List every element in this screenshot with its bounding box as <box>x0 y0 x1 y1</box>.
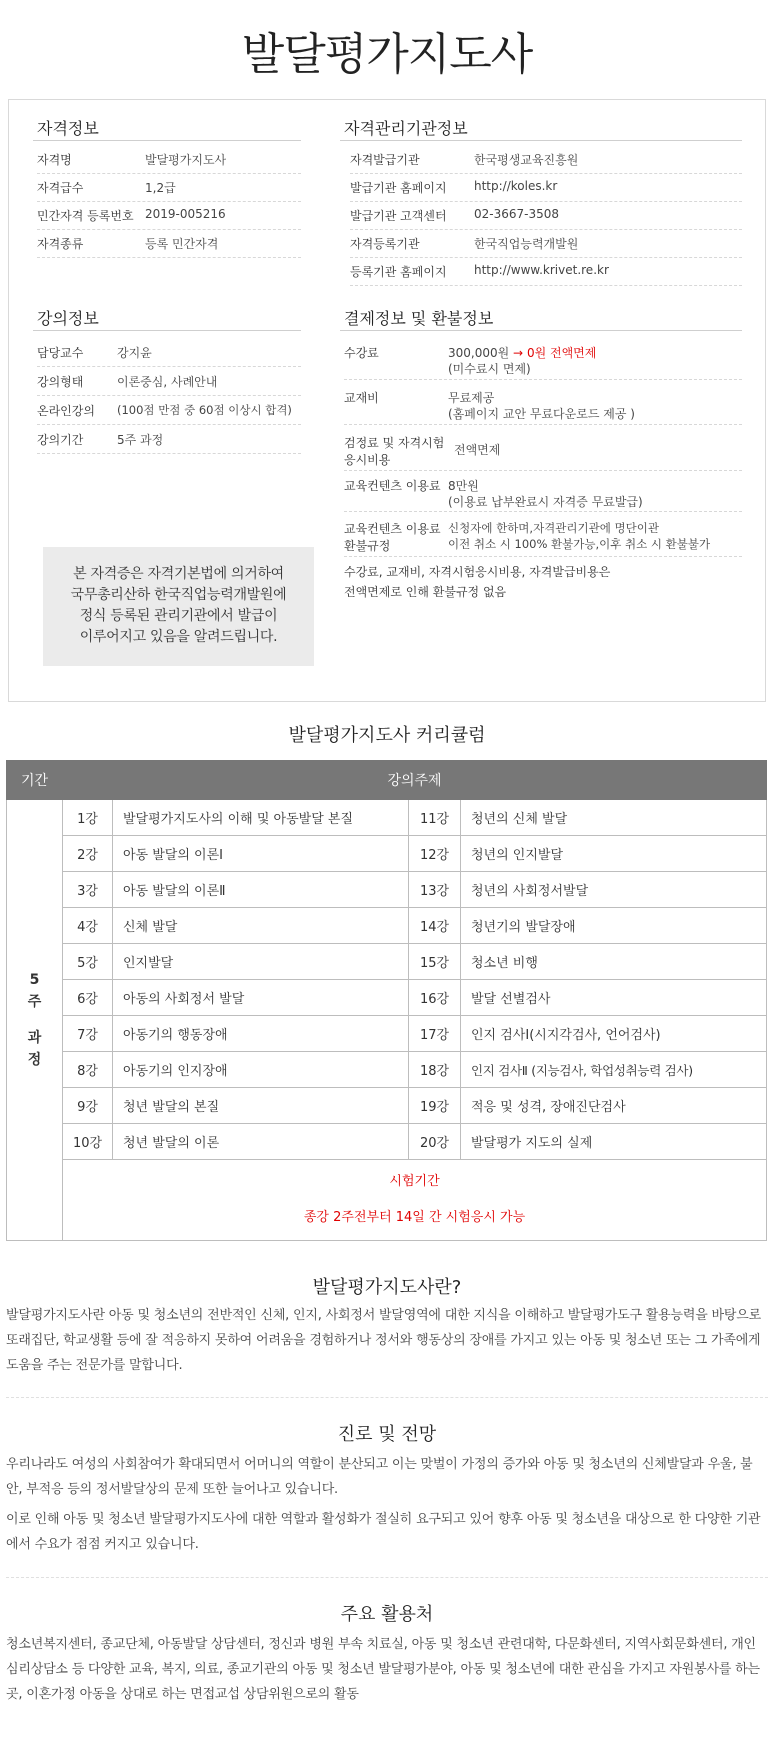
notice-line: 국무총리산하 한국직업능력개발원에 <box>70 587 287 603</box>
exam-period-desc: 종강 2주전부터 14일 간 시험응시 가능 <box>303 1210 526 1225</box>
lecture-topic: 청년의 사회정서발달 <box>461 872 767 908</box>
row-divider <box>37 424 301 425</box>
table-row <box>7 1088 767 1124</box>
exam-fee-key <box>344 434 444 468</box>
row-divider <box>37 453 301 454</box>
agency-value: 02-3667-3508 <box>474 207 560 221</box>
row-divider <box>350 229 742 230</box>
lecture-number: 13강 <box>409 872 461 908</box>
lecture-value: 이론중심, 사례안내 <box>117 375 218 389</box>
qual-info-line <box>33 140 301 141</box>
info-box <box>8 99 766 702</box>
qual-key: 자격급수 <box>37 181 84 195</box>
section-divider <box>6 1577 768 1578</box>
table-row <box>7 1124 767 1160</box>
lecture-number: 4강 <box>63 908 113 944</box>
agency-key: 자격발급기관 <box>350 153 420 167</box>
row-divider <box>344 556 742 557</box>
row-divider <box>37 366 301 367</box>
lecture-number: 12강 <box>409 836 461 872</box>
agency-info-title: 자격관리기관정보 <box>344 119 468 138</box>
table-row <box>7 944 767 980</box>
lecture-number: 9강 <box>63 1088 113 1124</box>
career-text-2: 이로 인해 아동 및 청소년 발달평가지도사에 대한 역할과 활성화가 절실히 요구되고 있어 향후 아동 및 청소년을 대상으로 한 다양한 기관에서 수요가 점점 커지고 있습니다. <box>6 1512 761 1552</box>
lecture-topic: 아동 발달의 이론Ⅱ <box>113 872 409 908</box>
row-divider <box>344 470 742 471</box>
exam-fee-value: 전액면제 <box>454 443 501 457</box>
lecture-topic: 청년기의 발달장애 <box>461 908 767 944</box>
agency-info-line <box>340 140 742 141</box>
table-row <box>7 980 767 1016</box>
row-divider <box>37 395 301 396</box>
tuition-sub: (미수료시 면제) <box>448 362 531 376</box>
qual-value: 등록 민간자격 <box>145 237 219 251</box>
lecture-key: 강의기간 <box>37 433 84 447</box>
lecture-number: 5강 <box>63 944 113 980</box>
qual-key: 자격명 <box>37 153 72 167</box>
row-divider <box>37 257 301 258</box>
lecture-topic: 인지발달 <box>113 944 409 980</box>
tuition-key: 수강료 <box>344 346 379 360</box>
col-topic-header: 강의주제 <box>63 761 767 800</box>
lecture-topic: 청년 발달의 본질 <box>113 1088 409 1124</box>
lecture-key: 강의형태 <box>37 375 84 389</box>
lecture-value: (100점 만점 중 60점 이상시 합격) <box>117 403 292 417</box>
lecture-number: 6강 <box>63 980 113 1016</box>
exam-period-title: 시험기간 <box>389 1174 440 1189</box>
lecture-number: 10강 <box>63 1124 113 1160</box>
lecture-topic: 아동의 사회정서 발달 <box>113 980 409 1016</box>
col-period-header: 기간 <box>7 761 63 800</box>
lecture-number: 1강 <box>63 800 113 836</box>
agency-key: 발급기관 고객센터 <box>350 209 447 223</box>
refund-value-line2: 이전 취소 시 100% 환불가능,이후 취소 시 환불불가 <box>448 537 711 551</box>
lecture-topic: 청년의 신체 발달 <box>461 800 767 836</box>
lecture-topic: 아동 발달의 이론Ⅰ <box>113 836 409 872</box>
lecture-topic: 청소년 비행 <box>461 944 767 980</box>
curriculum-table <box>6 760 767 1241</box>
usage-title: 주요 활용처 <box>340 1604 434 1625</box>
row-divider <box>350 173 742 174</box>
lecture-topic: 인지 검사Ⅱ (지능검사, 학업성취능력 검사) <box>461 1052 767 1088</box>
row-divider <box>37 173 301 174</box>
tuition-free: 0원 전액면제 <box>526 346 597 360</box>
refund-value-line1: 신청자에 한하며,자격관리기관에 명단이관 <box>448 521 659 535</box>
lecture-info-line <box>33 330 301 331</box>
refund-footer-line: 수강료, 교재비, 자격시험응시비용, 자격발급비용은 <box>344 565 611 579</box>
qual-value: 발달평가지도사 <box>145 153 227 167</box>
content-fee-key: 교육컨텐츠 이용료 <box>344 479 441 493</box>
lecture-topic: 아동기의 인지장애 <box>113 1052 409 1088</box>
lecture-number: 11강 <box>409 800 461 836</box>
tuition-price: 300,000원 <box>448 346 510 360</box>
qual-value: 2019-005216 <box>145 207 226 221</box>
payment-info-line <box>340 330 742 331</box>
payment-info-title: 결제정보 및 환불정보 <box>344 309 494 328</box>
refund-key <box>344 520 441 554</box>
agency-homepage-link[interactable]: http://koles.kr <box>474 179 558 193</box>
qual-key: 민간자격 등록번호 <box>37 209 134 223</box>
lecture-topic: 발달평가지도사의 이해 및 아동발달 본질 <box>113 800 409 836</box>
lecture-number: 7강 <box>63 1016 113 1052</box>
lecture-topic: 아동기의 행동장애 <box>113 1016 409 1052</box>
lecture-number: 15강 <box>409 944 461 980</box>
refund-key-line2: 환불규정 <box>344 539 391 553</box>
lecture-topic: 발달평가 지도의 실제 <box>461 1124 767 1160</box>
refund-footer <box>344 562 744 602</box>
lecture-number: 20강 <box>409 1124 461 1160</box>
exam-fee-key-line1: 검정료 및 자격시험 <box>344 436 445 450</box>
lecture-number: 3강 <box>63 872 113 908</box>
lecture-number: 14강 <box>409 908 461 944</box>
lecture-topic: 신체 발달 <box>113 908 409 944</box>
table-row <box>7 1052 767 1088</box>
lecture-number: 8강 <box>63 1052 113 1088</box>
qual-key: 자격종류 <box>37 237 84 251</box>
lecture-number: 2강 <box>63 836 113 872</box>
content-fee-sub: (이용료 납부완료시 자격증 무료발급) <box>448 495 643 509</box>
lecture-topic: 발달 선별검사 <box>461 980 767 1016</box>
curriculum-title: 발달평가지도사 커리큘럼 <box>288 725 486 746</box>
period-line: 정 <box>27 1052 42 1068</box>
notice-line: 정식 등록된 관리기관에서 발급이 <box>79 608 278 624</box>
exam-fee-key-line2: 응시비용 <box>344 453 391 467</box>
period-line: 5 <box>29 972 40 988</box>
refund-key-line1: 교육컨텐츠 이용료 <box>344 522 441 536</box>
lecture-topic: 적응 및 성격, 장애진단검사 <box>461 1088 767 1124</box>
table-row <box>7 908 767 944</box>
lecture-info-title: 강의정보 <box>37 309 99 328</box>
row-divider <box>37 229 301 230</box>
book-key: 교재비 <box>344 391 379 405</box>
table-row <box>7 872 767 908</box>
refund-value <box>448 520 710 552</box>
notice-line: 이루어지고 있음을 알려드립니다. <box>79 629 278 645</box>
row-divider <box>350 285 742 286</box>
agency-key: 자격등록기관 <box>350 237 420 251</box>
about-text: 발달평가지도사란 아동 및 청소년의 전반적인 신체, 인지, 사회정서 발달영역에 대한 지식을 이해하고 발달평가도구 활용능력을 바탕으로 또래집단, 학교생활 등에 잘 적응하지 못하여 어려움을 경험하거나 정서와 행동상의 장애를 가지고 있는 아동 및 청소년 또는 그 가족에게 도움을 주는 전문가를 말합니다. <box>6 1308 761 1373</box>
row-divider <box>344 379 742 380</box>
lecture-key: 온라인강의 <box>37 404 95 418</box>
book-sub: (홈페이지 교안 무료다운로드 제공 ) <box>448 407 635 421</box>
book-value: 무료제공 <box>448 391 495 405</box>
lecture-value: 5주 과정 <box>117 433 164 447</box>
career-title: 진로 및 전망 <box>337 1424 437 1445</box>
exam-period-cell <box>63 1160 767 1241</box>
row-divider <box>350 257 742 258</box>
table-row <box>7 1016 767 1052</box>
exam-period-row <box>7 1160 767 1241</box>
lecture-number: 19강 <box>409 1088 461 1124</box>
usage-text: 청소년복지센터, 종교단체, 아동발달 상담센터, 정신과 병원 부속 치료실, 아동 및 청소년 관련대학, 다문화센터, 지역사회문화센터, 개인심리상담소 등 다양한 교육, 복지, 의료, 종교기관의 아동 및 청소년 발달평가분야, 아동 및 청소년에 대한 관심을 가지고 자원봉사를 하는 곳, 이혼가정 아동을 상대로 하는 면접교섭 상담위원으로의 활동 <box>6 1637 760 1702</box>
lecture-topic: 청년의 인지발달 <box>461 836 767 872</box>
curriculum-header-row <box>7 761 767 800</box>
lecture-topic: 청년 발달의 이론 <box>113 1124 409 1160</box>
notice-box <box>43 547 314 666</box>
lecture-value: 강지윤 <box>117 346 152 360</box>
refund-footer-line: 전액면제로 인해 환불규정 없음 <box>344 585 507 599</box>
tuition-arrow: → <box>513 346 524 360</box>
agency-key: 발급기관 홈페이지 <box>350 181 447 195</box>
about-title: 발달평가지도사란? <box>312 1277 462 1298</box>
registry-homepage-link[interactable]: http://www.krivet.re.kr <box>474 263 609 277</box>
agency-value: 한국평생교육진흥원 <box>474 153 579 167</box>
table-row <box>7 800 767 836</box>
row-divider <box>350 201 742 202</box>
lecture-key: 담당교수 <box>37 346 84 360</box>
lecture-number: 18강 <box>409 1052 461 1088</box>
tuition-value <box>448 344 596 361</box>
row-divider <box>344 511 742 512</box>
period-cell <box>7 800 63 1241</box>
section-divider <box>6 1397 768 1398</box>
career-text-1: 우리나라도 여성의 사회참여가 확대되면서 어머니의 역할이 분산되고 이는 맞벌이 가정의 증가와 아동 및 청소년의 신체발달과 우울, 불안, 부적응 등의 정서발달상의 문제 또한 늘어나고 있습니다. <box>6 1457 753 1497</box>
lecture-number: 17강 <box>409 1016 461 1052</box>
row-divider <box>344 424 742 425</box>
lecture-number: 16강 <box>409 980 461 1016</box>
content-fee-value: 8만원 <box>448 479 479 493</box>
lecture-topic: 인지 검사Ⅰ(시지각검사, 언어검사) <box>461 1016 767 1052</box>
table-row <box>7 836 767 872</box>
period-line: 과 <box>27 1030 42 1046</box>
period-line: 주 <box>27 994 42 1010</box>
agency-key: 등록기관 홈페이지 <box>350 265 447 279</box>
notice-line: 본 자격증은 자격기본법에 의거하여 <box>73 566 284 582</box>
qual-value: 1,2급 <box>145 181 176 195</box>
qual-info-title: 자격정보 <box>37 119 99 138</box>
page-title: 발달평가지도사 <box>241 29 533 80</box>
row-divider <box>37 201 301 202</box>
agency-value: 한국직업능력개발원 <box>474 237 579 251</box>
